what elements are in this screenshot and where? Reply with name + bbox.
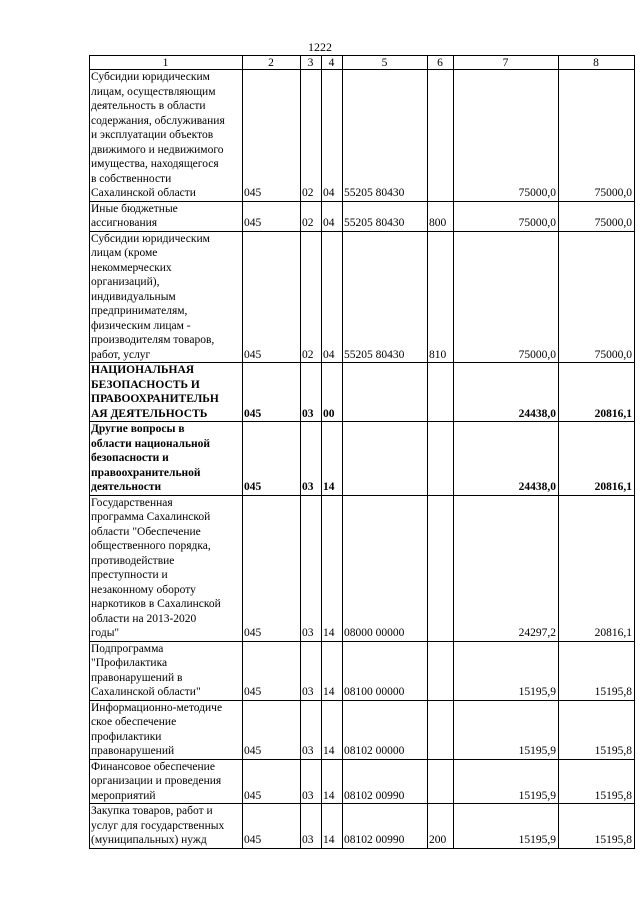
ministry-code: 045: [243, 201, 301, 231]
expense-type-code: [428, 363, 454, 422]
row-name-line: производителям товаров,: [91, 334, 215, 346]
expense-type-code: [428, 759, 454, 804]
row-name-line: области национальной: [91, 437, 211, 450]
row-name-line: предпринимателям,: [91, 305, 188, 317]
row-name-line: Информационно-методиче: [91, 701, 223, 714]
expense-type-code: [428, 422, 454, 496]
ministry-code: 045: [243, 363, 301, 422]
row-name-line: мероприятий: [91, 789, 156, 802]
row-name-line: организации и проведения: [91, 775, 222, 787]
expense-type-code: 810: [428, 231, 454, 363]
amount-year-2: 20816,1: [559, 363, 635, 422]
row-name-line: физическим лицам -: [91, 319, 191, 332]
row-name-line: Финансовое обеспечение: [91, 760, 215, 773]
subsection-code: 04: [322, 201, 343, 231]
table-row: [90, 201, 635, 231]
expense-type-code: 800: [428, 201, 454, 231]
row-name-line: Субсидии юридическим: [91, 232, 210, 245]
table-row: [90, 70, 635, 202]
row-name: [90, 641, 243, 700]
amount-year-2: 75000,0: [559, 70, 635, 202]
row-name-line: БЕЗОПАСНОСТЬ И: [91, 378, 200, 391]
amount-year-1: 75000,0: [454, 201, 559, 231]
amount-year-2: 15195,8: [559, 700, 635, 759]
ministry-code: 045: [243, 231, 301, 363]
row-name-line: незаконному обороту: [91, 583, 196, 596]
row-name-line: программа Сахалинской: [91, 511, 211, 523]
column-header-8: 8: [559, 56, 635, 70]
row-name-line: "Профилактика: [91, 657, 168, 669]
subsection-code: 04: [322, 231, 343, 363]
expense-type-code: [428, 495, 454, 641]
row-name-line: содержания, обслуживания: [91, 114, 225, 127]
row-name: [90, 700, 243, 759]
section-code: 02: [301, 201, 322, 231]
amount-year-1: 75000,0: [454, 231, 559, 363]
ministry-code: 045: [243, 70, 301, 202]
subsection-code: 00: [322, 363, 343, 422]
row-name-line: ассигнования: [91, 217, 158, 229]
table-row: [90, 231, 635, 363]
row-name-line: правонарушений: [91, 745, 175, 757]
section-code: 03: [301, 422, 322, 496]
expense-type-code: [428, 700, 454, 759]
ministry-code: 045: [243, 641, 301, 700]
amount-year-1: 15195,9: [454, 700, 559, 759]
row-name: [90, 70, 243, 202]
amount-year-2: 75000,0: [559, 201, 635, 231]
amount-year-2: 15195,8: [559, 641, 635, 700]
amount-year-2: 15195,8: [559, 804, 635, 849]
column-header-3: 3: [301, 56, 322, 70]
row-name-line: некоммерческих: [91, 261, 172, 274]
expense-type-code: [428, 70, 454, 202]
target-article-code: 08102 00990: [343, 759, 428, 804]
row-name-line: области "Обеспечение: [91, 525, 201, 538]
ministry-code: 045: [243, 422, 301, 496]
row-name-line: безопасности и: [91, 452, 169, 464]
amount-year-2: 75000,0: [559, 231, 635, 363]
row-name-line: (муниципальных) нужд: [91, 834, 207, 846]
column-header-5: 5: [343, 56, 428, 70]
amount-year-2: 20816,1: [559, 495, 635, 641]
budget-table: [89, 55, 635, 849]
section-code: 03: [301, 759, 322, 804]
row-name: [90, 804, 243, 849]
row-name-line: лицам, осуществляющим: [91, 85, 216, 98]
section-code: 03: [301, 804, 322, 849]
row-name-line: годы": [91, 627, 120, 639]
amount-year-1: 75000,0: [454, 70, 559, 202]
subsection-code: 14: [322, 700, 343, 759]
subsection-code: 14: [322, 641, 343, 700]
table-body: [90, 70, 635, 849]
section-code: 03: [301, 363, 322, 422]
row-name-line: области на 2013-2020: [91, 612, 197, 625]
row-name-line: Иные бюджетные: [91, 202, 178, 215]
section-code: 02: [301, 231, 322, 363]
expense-type-code: [428, 641, 454, 700]
row-name-line: Закупка товаров, работ и: [91, 805, 213, 817]
row-name-line: деятельность в области: [91, 100, 206, 112]
section-code: 03: [301, 641, 322, 700]
ministry-code: 045: [243, 804, 301, 849]
row-name-line: правоохранительной: [91, 466, 201, 479]
page-number: 1222: [308, 40, 332, 54]
amount-year-1: 24438,0: [454, 363, 559, 422]
target-article-code: 08102 00990: [343, 804, 428, 849]
row-name-line: АЯ ДЕЯТЕЛЬНОСТЬ: [91, 407, 208, 420]
target-article-code: [343, 422, 428, 496]
row-name-line: ское обеспечение: [91, 716, 177, 728]
ministry-code: 045: [243, 495, 301, 641]
row-name-line: правонарушений в: [91, 671, 183, 684]
table-row: [90, 495, 635, 641]
target-article-code: 08102 00000: [343, 700, 428, 759]
row-name-line: преступности и: [91, 569, 168, 581]
row-name-line: и эксплуатации объектов: [91, 129, 214, 141]
amount-year-1: 15195,9: [454, 641, 559, 700]
row-name-line: общественного порядка,: [91, 540, 211, 552]
amount-year-1: 24438,0: [454, 422, 559, 496]
row-name-line: движимого и недвижимого: [91, 143, 224, 156]
amount-year-2: 15195,8: [559, 759, 635, 804]
row-name: [90, 422, 243, 496]
header-row: [90, 56, 635, 70]
row-name-line: Другие вопросы в: [91, 423, 185, 435]
subsection-code: 04: [322, 70, 343, 202]
row-name-line: услуг для государственных: [91, 819, 225, 832]
subsection-code: 14: [322, 759, 343, 804]
target-article-code: 08000 00000: [343, 495, 428, 641]
column-header-2: 2: [243, 56, 301, 70]
row-name-line: работ, услуг: [91, 348, 151, 361]
amount-year-2: 20816,1: [559, 422, 635, 496]
row-name-line: противодействие: [91, 554, 175, 567]
target-article-code: 55205 80430: [343, 70, 428, 202]
column-header-4: 4: [322, 56, 343, 70]
section-code: 02: [301, 70, 322, 202]
row-name-line: наркотиков в Сахалинской: [91, 598, 221, 610]
subsection-code: 14: [322, 422, 343, 496]
row-name: [90, 759, 243, 804]
row-name-line: Субсидии юридическим: [91, 71, 210, 83]
table-row: [90, 759, 635, 804]
row-name: [90, 363, 243, 422]
row-name-line: НАЦИОНАЛЬНАЯ: [91, 364, 195, 376]
row-name-line: лицам (кроме: [91, 247, 158, 259]
row-name-line: профилактики: [91, 730, 162, 743]
row-name-line: Подпрограмма: [91, 642, 164, 655]
row-name: [90, 231, 243, 363]
ministry-code: 045: [243, 759, 301, 804]
table-row: [90, 700, 635, 759]
section-code: 03: [301, 700, 322, 759]
amount-year-1: 24297,2: [454, 495, 559, 641]
table-row: [90, 804, 635, 849]
row-name-line: организаций),: [91, 276, 160, 288]
table-row: [90, 363, 635, 422]
row-name-line: деятельности: [91, 481, 162, 493]
column-header-6: 6: [428, 56, 454, 70]
target-article-code: 55205 80430: [343, 201, 428, 231]
column-header-1: 1: [90, 56, 243, 70]
table-row: [90, 641, 635, 700]
target-article-code: [343, 363, 428, 422]
row-name: [90, 201, 243, 231]
row-name-line: ПРАВООХРАНИТЕЛЬН: [91, 393, 219, 405]
target-article-code: 55205 80430: [343, 231, 428, 363]
subsection-code: 14: [322, 495, 343, 641]
row-name: [90, 495, 243, 641]
target-article-code: 08100 00000: [343, 641, 428, 700]
row-name-line: индивидуальным: [91, 290, 176, 303]
ministry-code: 045: [243, 700, 301, 759]
subsection-code: 14: [322, 804, 343, 849]
row-name-line: Сахалинской области": [91, 686, 201, 698]
row-name-line: Сахалинской области: [91, 187, 196, 199]
row-name-line: имущества, находящегося: [91, 158, 219, 170]
row-name-line: в собственности: [91, 172, 172, 185]
amount-year-1: 15195,9: [454, 804, 559, 849]
amount-year-1: 15195,9: [454, 759, 559, 804]
row-name-line: Государственная: [91, 496, 173, 509]
column-header-7: 7: [454, 56, 559, 70]
expense-type-code: 200: [428, 804, 454, 849]
section-code: 03: [301, 495, 322, 641]
table-row: [90, 422, 635, 496]
